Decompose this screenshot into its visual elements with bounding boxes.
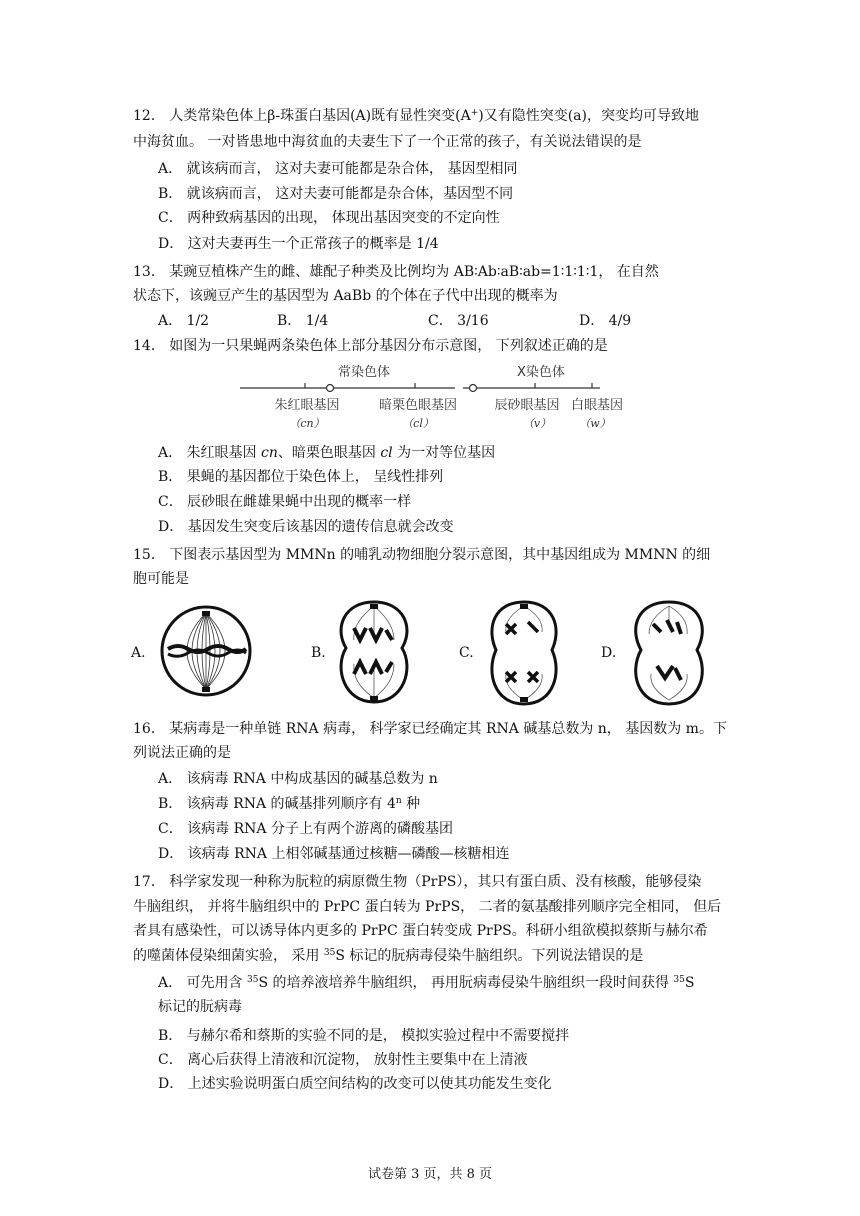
q12-option-d: D． 这对夫妻再生一个正常孩子的概率是 1/4 <box>158 236 439 252</box>
q16-option-b: B． 该病毒 RNA 的碱基排列顺序有 4$^n$ 种 <box>158 796 421 812</box>
q13-stem-line2: 状态下，该豌豆产生的基因型为 AaBb 的个体在子代中出现的概率为 <box>133 288 558 304</box>
q17-option-d: D． 上述实验说明蛋白质空间结构的改变可以使其功能发生变化 <box>158 1076 552 1092</box>
q13-option-c: C． 3/16 <box>428 313 489 329</box>
page-footer: 试卷第 3 页，共 8 页 <box>367 1167 493 1182</box>
q13-stem-line1: 13． 某豌豆植株产生的雌、雄配子种类及比例均为 AB∶Ab∶aB∶ab=1∶1∶1∶1， 在自然 <box>133 264 659 280</box>
q12-option-b: B． 就该病而言， 这对夫妻可能都是杂合体，基因型不同 <box>158 186 514 202</box>
cell-b-figure <box>332 598 416 706</box>
cell-c-figure <box>482 598 566 708</box>
q17-stem-line2: 牛脑组织， 并将牛脑组织中的 PrPC 蛋白转为 PrPS， 二者的氨基酸排列顺序完全相同， 但后 <box>133 899 722 915</box>
q17-option-a: A． 可先用含 $^{35}$S 的培养液培养牛脑组织， 再用朊病毒侵染牛脑组织一段时间获得 $^{35}$S <box>158 975 695 991</box>
gene-v-name: 辰砂眼基因 <box>494 398 560 413</box>
q16-stem-line2: 列说法正确的是 <box>133 745 231 761</box>
q17-stem-line4: 的噬菌体侵染细菌实验， 采用 $^{35}$S 标记的朊病毒侵染牛脑组织。下列说法错误的是 <box>133 948 644 964</box>
q16-option-d: D． 该病毒 RNA 上相邻碱基通过核糖—磷酸—核糖相连 <box>158 846 510 862</box>
q15-label-d: D. <box>601 645 617 661</box>
q12-stem-line1: 12． 人类常染色体上β-珠蛋白基因(A)既有显性突变(A+)又有隐性突变(a)，突变均可导致地 <box>133 108 699 124</box>
q15-label-a: A. <box>131 645 146 661</box>
q17-stem-line1: 17． 科学家发现一种称为朊粒的病原微生物（PrPS），其只有蛋白质、没有核酸，能够侵染 <box>133 874 702 890</box>
q14-option-d: D． 基因发生突变后该基因的遗传信息就会改变 <box>158 519 454 535</box>
gene-cl-name: 暗栗色眼基因 <box>378 398 458 413</box>
q12-option-c: C． 两种致病基因的出现， 体现出基因突变的不定向性 <box>158 210 500 226</box>
gene-cn-symbol: （cn） <box>289 417 325 430</box>
q16-stem-line1: 16． 某病毒是一种单链 RNA 病毒， 科学家已经确定其 RNA 碱基总数为 n， 基因数为 m。下 <box>133 721 727 737</box>
q14-option-b: B． 果蝇的基因都位于染色体上， 呈线性排列 <box>158 469 444 485</box>
q12-stem-line2: 中海贫血。 一对皆患地中海贫血的夫妻生下了一个正常的孩子，有关说法错误的是 <box>133 134 642 150</box>
gene-cn-name: 朱红眼基因 <box>274 398 340 413</box>
chromosome-diagram <box>235 358 635 434</box>
q17-option-b: B． 与赫尔希和蔡斯的实验不同的是， 模拟实验过程中不需要搅拌 <box>158 1028 570 1044</box>
gene-w-name: 白眼基因 <box>570 398 624 413</box>
gene-cl-symbol: （cl） <box>402 417 434 430</box>
autosome-title: 常染色体 <box>338 365 391 380</box>
x-centromere <box>470 385 477 392</box>
q13-option-a: A． 1/2 <box>158 313 210 329</box>
q14-option-c: C． 辰砂眼在雌雄果蝇中出现的概率一样 <box>158 494 412 510</box>
cell-a-figure <box>158 603 254 699</box>
q17-stem-line3: 者具有感染性，可以诱导体内更多的 PrPC 蛋白转变成 PrPS。科研小组欲模拟蔡斯与赫尔希 <box>133 923 708 939</box>
cell-d-figure <box>627 598 711 708</box>
q17-option-c: C． 离心后获得上清液和沉淀物， 放射性主要集中在上清液 <box>158 1052 528 1068</box>
q15-stem-line2: 胞可能是 <box>133 571 189 587</box>
gene-v-symbol: （v） <box>522 417 552 430</box>
q16-option-c: C． 该病毒 RNA 分子上有两个游离的磷酸基团 <box>158 821 453 837</box>
q15-stem-line1: 15． 下图表示基因型为 MMNn 的哺乳动物细胞分裂示意图，其中基因组成为 MMNN 的细 <box>133 547 711 563</box>
q13-option-d: D． 4/9 <box>579 313 632 329</box>
x-chromosome-title: X染色体 <box>517 365 565 380</box>
q12-option-a: A． 就该病而言， 这对夫妻可能都是杂合体， 基因型相同 <box>158 161 518 177</box>
q14-stem: 14． 如图为一只果蝇两条染色体上部分基因分布示意图， 下列叙述正确的是 <box>133 338 608 354</box>
q13-option-b: B． 1/4 <box>277 313 329 329</box>
q15-label-c: C. <box>459 645 474 661</box>
q14-option-a: A． 朱红眼基因 cn、暗栗色眼基因 cl 为一对等位基因 <box>158 445 496 461</box>
gene-w-symbol: （w） <box>579 417 611 430</box>
q15-label-b: B. <box>311 645 326 661</box>
autosome-centromere <box>327 385 334 392</box>
q17-option-a-line2: 标记的朊病毒 <box>158 999 242 1015</box>
q16-option-a: A． 该病毒 RNA 中构成基因的碱基总数为 n <box>158 771 438 787</box>
